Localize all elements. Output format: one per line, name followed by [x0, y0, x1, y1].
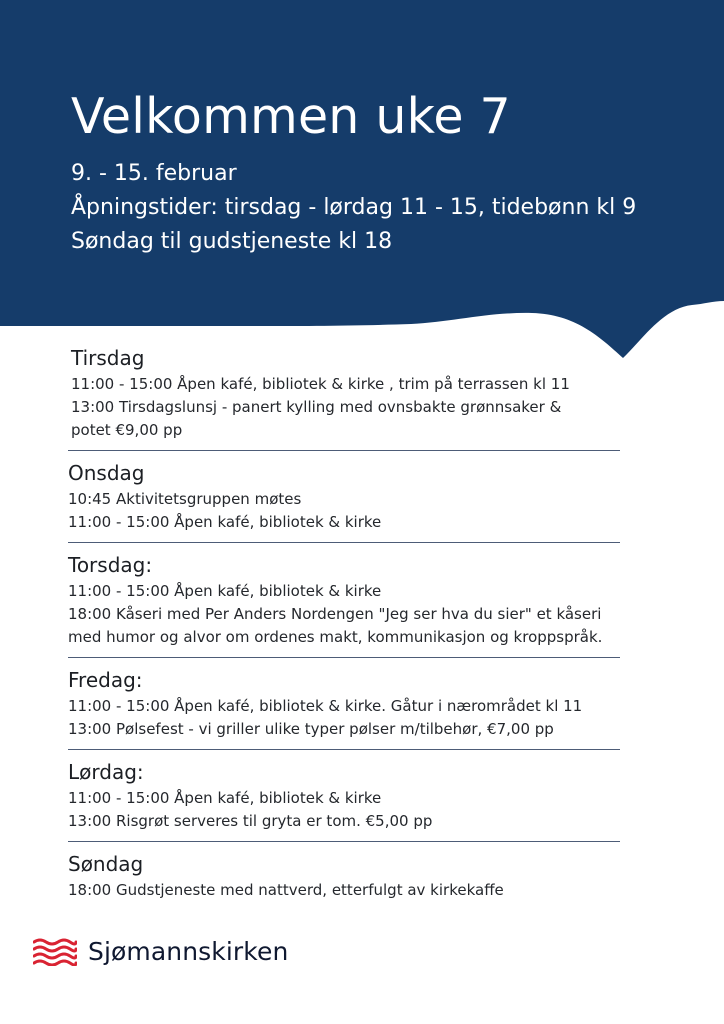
event-item: 13:00 Tirsdagslunsj - panert kylling med ovnsbakte grønnsaker & potet €9,00 pp: [71, 398, 562, 439]
event-item: 11:00 - 15:00 Åpen kafé, bibliotek & kirke. Gåtur i nærområdet kl 11: [68, 697, 583, 715]
event-item: 18:00 Kåseri med Per Anders Nordengen "Jeg ser hva du sier" et kåseri med humor og alvor om ordenes makt, kommunikasjon og kroppspråk.: [68, 605, 603, 646]
section-divider: [68, 657, 620, 658]
event-item: 13:00 Risgrøt serveres til gryta er tom. €5,00 pp: [68, 812, 433, 830]
header-banner: [0, 0, 724, 370]
opening-hours: Åpningstider: tirsdag - lørdag 11 - 15, tidebønn kl 9: [71, 195, 637, 220]
day-name-friday: Fredag:: [68, 668, 143, 692]
section-divider: [68, 841, 620, 842]
event-item: 13:00 Pølsefest - vi griller ulike typer pølser m/tilbehør, €7,00 pp: [68, 720, 554, 738]
day-name-tuesday: Tirsdag: [71, 346, 145, 370]
sunday-note: Søndag til gudstjeneste kl 18: [71, 229, 393, 254]
event-item: 10:45 Aktivitetsgruppen møtes: [68, 490, 302, 508]
day-sunday: [68, 849, 620, 902]
event-item: 11:00 - 15:00 Åpen kafé, bibliotek & kirke: [68, 582, 382, 600]
page-title: Velkommen uke 7: [71, 88, 511, 145]
date-range: 9. - 15. februar: [71, 161, 237, 186]
waves-icon: [33, 938, 77, 966]
weekly-schedule: [68, 343, 620, 902]
section-divider: [68, 749, 620, 750]
organization-logo: [33, 935, 288, 969]
section-divider: [68, 450, 620, 451]
day-saturday: [68, 757, 620, 833]
day-name-wednesday: Onsdag: [68, 461, 145, 485]
day-wednesday: [68, 458, 620, 534]
event-item: 18:00 Gudstjeneste med nattverd, etterfulgt av kirkekaffe: [68, 881, 504, 899]
day-friday: [68, 665, 620, 741]
event-item: 11:00 - 15:00 Åpen kafé, bibliotek & kirke , trim på terrassen kl 11: [71, 375, 570, 393]
organization-name: Sjømannskirken: [88, 937, 289, 966]
section-divider: [68, 542, 620, 543]
day-tuesday: [68, 343, 620, 442]
event-item: 11:00 - 15:00 Åpen kafé, bibliotek & kirke: [68, 789, 382, 807]
day-thursday: [68, 550, 620, 649]
event-item: 11:00 - 15:00 Åpen kafé, bibliotek & kirke: [68, 513, 382, 531]
day-name-saturday: Lørdag:: [68, 760, 144, 784]
header-text: [71, 88, 636, 259]
day-name-thursday: Torsdag:: [68, 553, 153, 577]
day-name-sunday: Søndag: [68, 852, 144, 876]
